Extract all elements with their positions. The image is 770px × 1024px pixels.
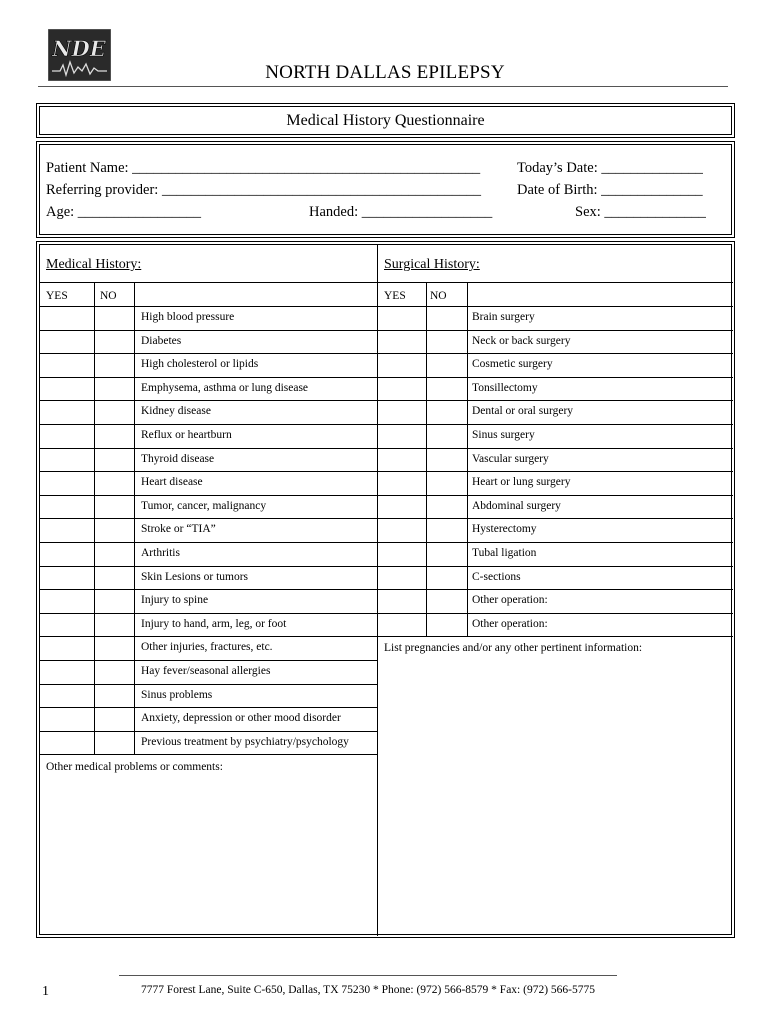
medical-no-checkbox[interactable]: [94, 518, 134, 542]
surgical-no-checkbox[interactable]: [426, 589, 467, 613]
surgical-item-label: Hysterectomy: [472, 523, 537, 535]
medical-item-label: Anxiety, depression or other mood disorder: [141, 712, 341, 724]
medical-item-label: Injury to spine: [141, 594, 209, 606]
medical-item-label: Reflux or heartburn: [141, 429, 232, 441]
medical-item-label: Hay fever/seasonal allergies: [141, 665, 271, 677]
pregnancies-area[interactable]: [377, 636, 733, 936]
surgical-yes-checkbox[interactable]: [377, 471, 426, 495]
medical-no-checkbox[interactable]: [94, 353, 134, 377]
surgical-no-checkbox[interactable]: [426, 400, 467, 424]
medical-comments-label: Other medical problems or comments:: [46, 761, 223, 773]
medical-history-heading: Medical History:: [46, 257, 142, 272]
surgical-no-header: NO: [430, 290, 447, 302]
medical-yes-checkbox[interactable]: [40, 377, 94, 401]
surgical-no-checkbox[interactable]: [426, 566, 467, 590]
surgical-yes-header: YES: [384, 290, 406, 302]
surgical-yes-checkbox[interactable]: [377, 448, 426, 472]
sex-field[interactable]: Sex: ______________: [575, 204, 706, 220]
surgical-no-checkbox[interactable]: [426, 542, 467, 566]
medical-item-label: Diabetes: [141, 335, 182, 347]
surgical-yes-checkbox[interactable]: [377, 518, 426, 542]
footer-address: 7777 Forest Lane, Suite C-650, Dallas, TX 75230 * Phone: (972) 566-8579 * Fax: (972) 566-5775: [141, 984, 595, 996]
medical-item-label: High cholesterol or lipids: [141, 358, 259, 370]
medical-no-checkbox[interactable]: [94, 400, 134, 424]
history-table: [37, 242, 736, 939]
org-name: NORTH DALLAS EPILEPSY: [265, 62, 505, 83]
patient-name-field[interactable]: Patient Name: ________________________________________________: [46, 160, 481, 176]
medical-item-label: Skin Lesions or tumors: [141, 571, 249, 583]
medical-item-label: Previous treatment by psychiatry/psychology: [141, 736, 349, 748]
surgical-yes-checkbox[interactable]: [377, 542, 426, 566]
medical-no-checkbox[interactable]: [94, 566, 134, 590]
medical-item-label: Stroke or “TIA”: [141, 523, 216, 535]
surgical-item-label: Abdominal surgery: [472, 500, 561, 512]
medical-no-checkbox[interactable]: [94, 495, 134, 519]
medical-item-label: Heart disease: [141, 476, 203, 488]
medical-no-checkbox[interactable]: [94, 542, 134, 566]
medical-item-label: Kidney disease: [141, 405, 211, 417]
medical-yes-checkbox[interactable]: [40, 448, 94, 472]
medical-yes-header: YES: [46, 290, 68, 302]
medical-yes-checkbox[interactable]: [40, 306, 94, 330]
medical-no-checkbox[interactable]: [94, 471, 134, 495]
surgical-no-checkbox[interactable]: [426, 613, 467, 637]
surgical-no-checkbox[interactable]: [426, 306, 467, 330]
medical-no-checkbox[interactable]: [94, 684, 134, 708]
medical-yes-checkbox[interactable]: [40, 518, 94, 542]
patient-info-box: [36, 141, 735, 238]
medical-no-checkbox[interactable]: [94, 377, 134, 401]
medical-item-label: Other injuries, fractures, etc.: [141, 641, 273, 653]
medical-yes-checkbox[interactable]: [40, 731, 94, 755]
medical-item-label: Tumor, cancer, malignancy: [141, 500, 267, 512]
surgical-no-checkbox[interactable]: [426, 471, 467, 495]
surgical-yes-checkbox[interactable]: [377, 353, 426, 377]
medical-yes-checkbox[interactable]: [40, 424, 94, 448]
medical-no-checkbox[interactable]: [94, 660, 134, 684]
surgical-yes-checkbox[interactable]: [377, 424, 426, 448]
surgical-item-label: Sinus surgery: [472, 429, 535, 441]
surgical-item-label: Other operation:: [472, 594, 548, 606]
surgical-no-checkbox[interactable]: [426, 495, 467, 519]
medical-no-checkbox[interactable]: [94, 589, 134, 613]
surgical-no-checkbox[interactable]: [426, 424, 467, 448]
medical-no-checkbox[interactable]: [94, 306, 134, 330]
medical-item-label: High blood pressure: [141, 311, 235, 323]
surgical-yes-checkbox[interactable]: [377, 613, 426, 637]
medical-yes-checkbox[interactable]: [40, 353, 94, 377]
medical-yes-checkbox[interactable]: [40, 330, 94, 354]
surgical-item-label: Brain surgery: [472, 311, 535, 323]
medical-yes-checkbox[interactable]: [40, 566, 94, 590]
surgical-no-checkbox[interactable]: [426, 448, 467, 472]
surgical-item-label: Other operation:: [472, 618, 548, 630]
medical-no-checkbox[interactable]: [94, 613, 134, 637]
surgical-item-label: Tubal ligation: [472, 547, 537, 559]
surgical-history-heading: Surgical History:: [384, 257, 480, 272]
surgical-yes-checkbox[interactable]: [377, 377, 426, 401]
medical-item-label: Emphysema, asthma or lung disease: [141, 382, 309, 394]
medical-yes-checkbox[interactable]: [40, 684, 94, 708]
todays-date-field[interactable]: Today’s Date: ______________: [517, 160, 703, 176]
medical-yes-checkbox[interactable]: [40, 471, 94, 495]
handed-field[interactable]: Handed: __________________: [309, 204, 493, 220]
heading-row-line: [40, 282, 733, 283]
medical-yes-checkbox[interactable]: [40, 707, 94, 731]
surgical-yes-checkbox[interactable]: [377, 330, 426, 354]
medical-item-label: Thyroid disease: [141, 453, 215, 465]
surgical-item-label: Tonsillectomy: [472, 382, 538, 394]
medical-item-label: Arthritis: [141, 547, 180, 559]
surgical-yes-checkbox[interactable]: [377, 400, 426, 424]
svg-text:NDE: NDE: [52, 36, 106, 61]
medical-comments-area[interactable]: [40, 754, 377, 936]
surgical-no-checkbox[interactable]: [426, 518, 467, 542]
medical-yes-checkbox[interactable]: [40, 400, 94, 424]
medical-yes-checkbox[interactable]: [40, 636, 94, 660]
surgical-item-label: Cosmetic surgery: [472, 358, 553, 370]
medical-no-checkbox[interactable]: [94, 636, 134, 660]
header-rule: [38, 86, 728, 87]
medical-item-label: Sinus problems: [141, 689, 213, 701]
pregnancies-label: List pregnancies and/or any other pertinent information:: [384, 642, 643, 654]
medical-yes-checkbox[interactable]: [40, 495, 94, 519]
medical-yes-checkbox[interactable]: [40, 589, 94, 613]
surgical-yes-checkbox[interactable]: [377, 306, 426, 330]
medical-yes-checkbox[interactable]: [40, 613, 94, 637]
medical-yes-checkbox[interactable]: [40, 660, 94, 684]
surgical-item-label: Neck or back surgery: [472, 335, 571, 347]
footer-rule: [119, 975, 617, 976]
medical-yes-checkbox[interactable]: [40, 542, 94, 566]
age-field[interactable]: Age: _________________: [46, 204, 202, 220]
surgical-item-label: Vascular surgery: [472, 453, 549, 465]
surgical-yes-checkbox[interactable]: [377, 566, 426, 590]
surgical-yes-checkbox[interactable]: [377, 495, 426, 519]
date-of-birth-field[interactable]: Date of Birth: ______________: [517, 182, 703, 198]
surgical-item-label: Heart or lung surgery: [472, 476, 571, 488]
medical-item-label: Injury to hand, arm, leg, or foot: [141, 618, 287, 630]
surgical-no-col-line: [467, 282, 468, 636]
surgical-no-checkbox[interactable]: [426, 330, 467, 354]
page-number: 1: [42, 984, 49, 999]
medical-no-checkbox[interactable]: [94, 448, 134, 472]
medical-no-checkbox[interactable]: [94, 707, 134, 731]
surgical-no-checkbox[interactable]: [426, 353, 467, 377]
form-title-box: [36, 103, 735, 138]
surgical-yes-checkbox[interactable]: [377, 589, 426, 613]
medical-no-checkbox[interactable]: [94, 731, 134, 755]
medical-no-checkbox[interactable]: [94, 424, 134, 448]
surgical-no-checkbox[interactable]: [426, 377, 467, 401]
referring-provider-field[interactable]: Referring provider: ____________________________________________: [46, 182, 481, 198]
surgical-item-label: Dental or oral surgery: [472, 405, 574, 417]
history-box: [36, 241, 735, 938]
medical-no-checkbox[interactable]: [94, 330, 134, 354]
medical-no-header: NO: [100, 290, 117, 302]
surgical-item-label: C-sections: [472, 571, 521, 583]
form-title: Medical History Questionnaire: [286, 112, 485, 129]
